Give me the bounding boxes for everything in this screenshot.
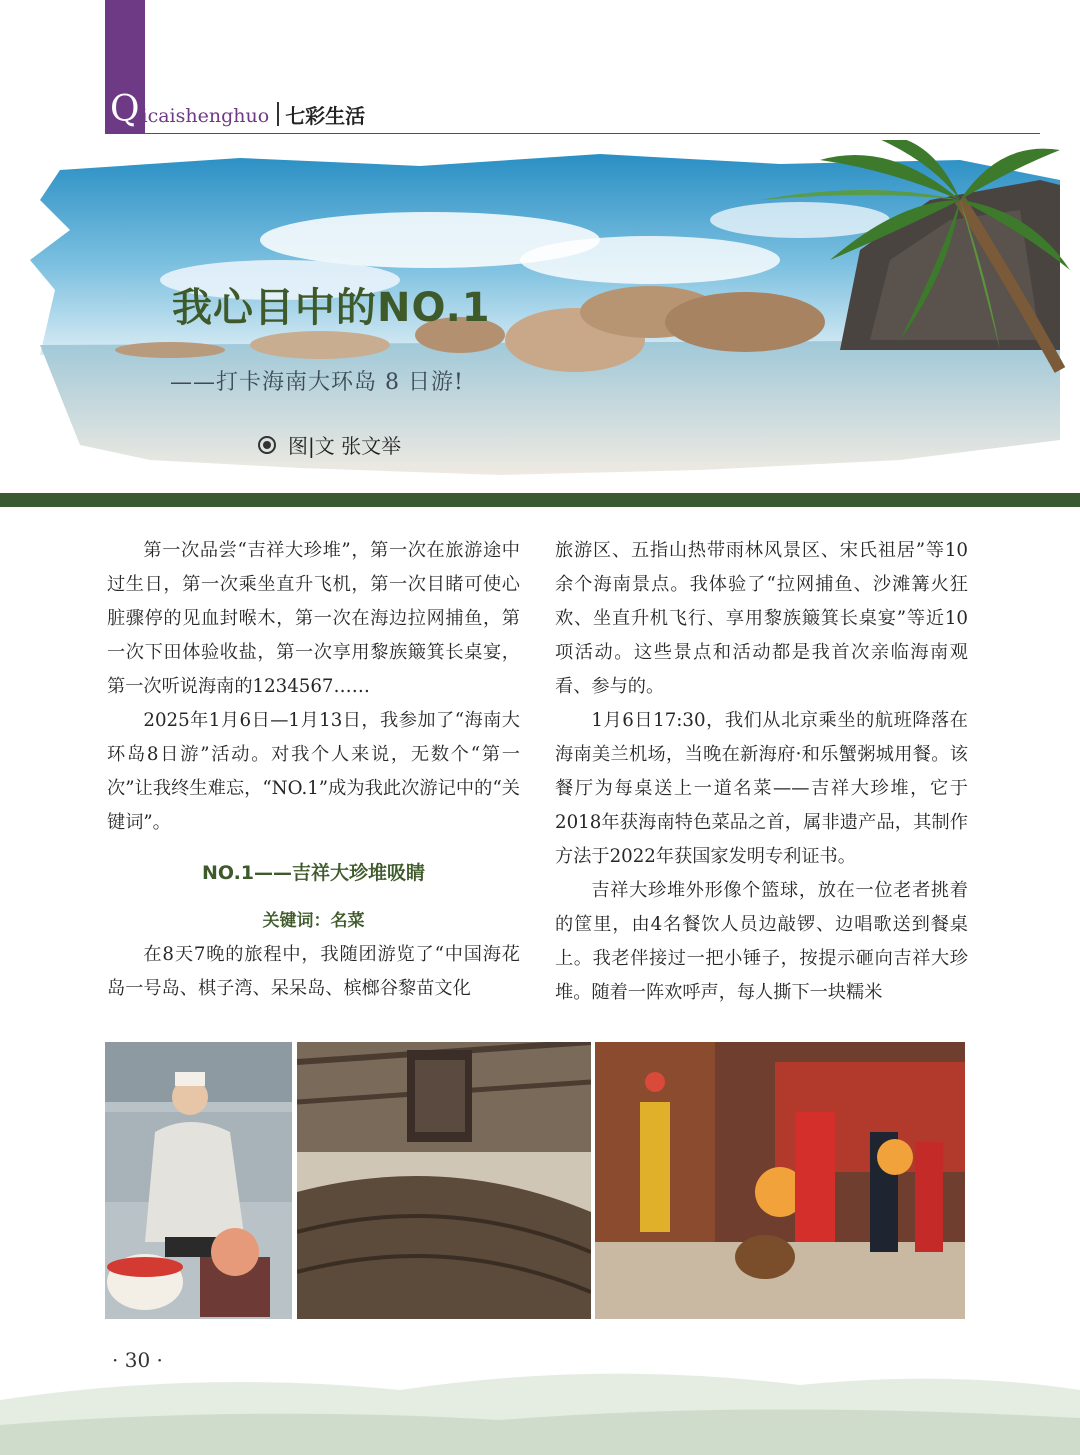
paragraph: 旅游区、五指山热带雨林风景区、宋氏祖居”等10余个海南景点。我体验了“拉网捕鱼、沙滩篝火狂欢、坐直升机飞行、享用黎族簸箕长桌宴”等近10项活动。这些景点和活动都是我首次亲临海南观看、参与的。 bbox=[555, 540, 968, 697]
author-credit: 图|文 张文举 bbox=[288, 434, 402, 458]
magazine-brand bbox=[110, 86, 365, 130]
text-column-right bbox=[555, 534, 968, 1010]
title-divider bbox=[0, 493, 1080, 507]
paragraph: 吉祥大珍堆外形像个篮球，放在一位老者挑着的筐里，由4名餐饮人员边敲锣、边唱歌送到餐桌上。我老伴接过一把小锤子，按提示砸向吉祥大珍堆。随着一阵欢呼声，每人撕下一块糯米 bbox=[555, 880, 968, 1003]
brand-divider bbox=[277, 102, 279, 126]
photo-dish-procession bbox=[595, 1042, 965, 1319]
section-heading: NO.1——吉祥大珍堆吸睛 bbox=[201, 862, 426, 884]
paragraph: 第一次品尝“吉祥大珍堆”，第一次在旅游途中过生日，第一次乘坐直升飞机，第一次目睹可使心脏骤停的见血封喉木，第一次在海边拉网捕鱼，第一次下田体验收盐，第一次享用黎族簸箕长桌宴，第一次听说海南的1234567…… bbox=[107, 540, 520, 697]
photo-birthday-cake bbox=[105, 1042, 292, 1319]
article-title: 我心目中的NO.1 bbox=[172, 285, 491, 331]
hero-banner bbox=[0, 140, 1080, 495]
text-column-left bbox=[107, 534, 520, 1006]
paragraph: 在8天7晚的旅程中，我随团游览了“中国海花岛一号岛、棋子湾、呆呆岛、槟榔谷黎苗文化 bbox=[107, 944, 520, 999]
brand-initial: Q bbox=[110, 89, 140, 130]
article-subtitle: ——打卡海南大环岛 8 日游! bbox=[170, 370, 464, 395]
page-number: · 30 · bbox=[112, 1348, 163, 1372]
header-rule bbox=[105, 133, 1040, 134]
paragraph: 1月6日17:30，我们从北京乘坐的航班降落在海南美兰机场，当晚在新海府·和乐蟹粥城用餐。该餐厅为每桌送上一道名菜——吉祥大珍堆，它于2018年获海南特色菜品之首，属非遗产品，其制作方法于2022年获国家发明专利证书。 bbox=[555, 710, 968, 867]
byline bbox=[258, 430, 401, 459]
paragraph: 2025年1月6日—1月13日，我参加了“海南大环岛8日游”活动。对我个人来说，无数个“第一次”让我终生难忘，“NO.1”成为我此次游记中的“关键词”。 bbox=[107, 710, 520, 833]
section-name: 七彩生活 bbox=[285, 104, 366, 128]
beach-illustration bbox=[0, 140, 1080, 495]
brand-pinyin: icaishenghuo bbox=[141, 105, 270, 127]
bullseye-icon bbox=[258, 436, 276, 454]
photo-ancient-tree bbox=[297, 1042, 591, 1319]
keyword-heading: 关键词：名菜 bbox=[262, 911, 365, 931]
footer-landscape bbox=[0, 1300, 1080, 1455]
